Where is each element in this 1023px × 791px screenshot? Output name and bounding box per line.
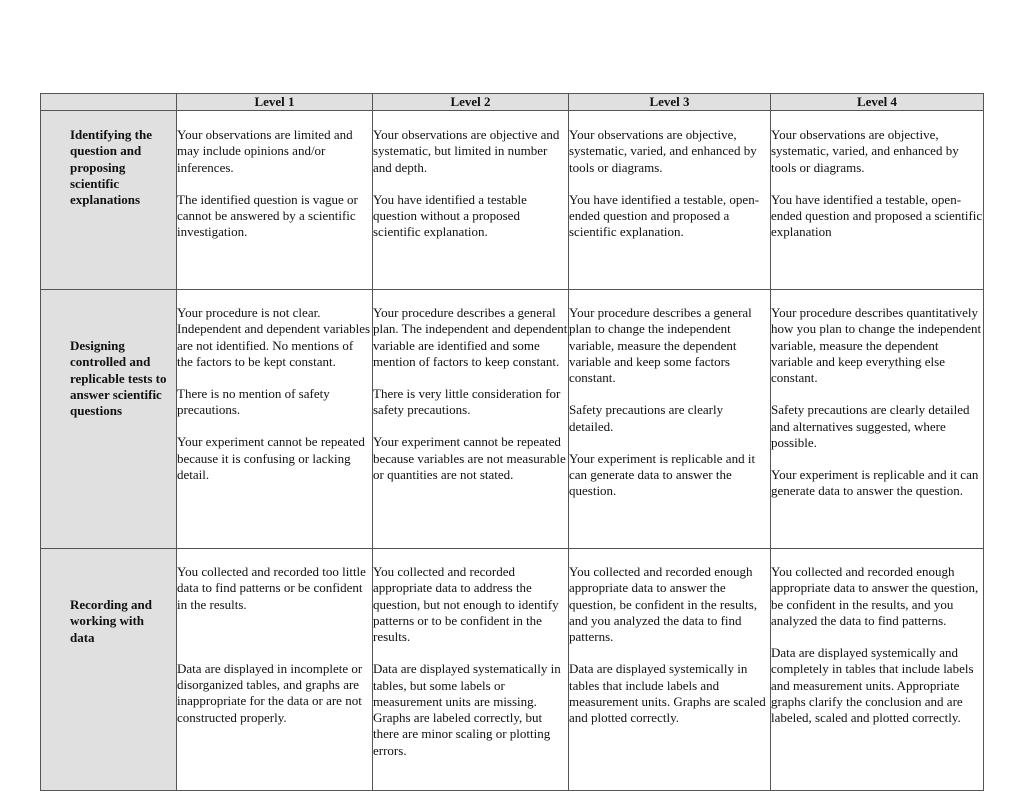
descriptor-text: Data are displayed systemically and completely in tables that include labels and measurement units. Appropriate graphs clarify the conclusion and are labeled, scaled and plotted correctly. xyxy=(771,644,974,726)
rubric-cell xyxy=(373,290,569,549)
descriptor-text: Your experiment is replicable and it can generate data to answer the question. xyxy=(771,466,979,499)
rubric-cell xyxy=(771,290,984,549)
descriptor-text: Your experiment cannot be repeated because variables are not measurable or quantities are not stated. xyxy=(373,434,566,482)
rubric-table xyxy=(40,93,984,791)
level-3-header: Level 3 xyxy=(569,94,771,111)
descriptor-text: There is no mention of safety precautions. xyxy=(177,385,330,418)
rubric-cell xyxy=(771,111,984,290)
descriptor-text: Your experiment is replicable and it can generate data to answer the question. xyxy=(569,450,756,499)
descriptor-text: You have identified a testable, open-ended question and proposed a scientific explanation. xyxy=(569,191,760,240)
descriptor-text: Your observations are objective and systematic, but limited in number and depth. xyxy=(373,127,560,175)
descriptor-text: Your procedure describes quantitatively how you plan to change the independent variable, measure the dependent variable and keep everything else constant. xyxy=(771,305,982,386)
criterion-label: Recording and working with data xyxy=(70,597,152,645)
table-row xyxy=(41,111,984,290)
descriptor-text: The identified question is vague or cannot be answered by a scientific investigation. xyxy=(177,191,358,240)
descriptor-text: Your experiment cannot be repeated because it is confusing or lacking detail. xyxy=(177,434,365,482)
descriptor-text: Your procedure describes a general plan. The independent and dependent variable are identified and some mention of factors to keep constant. xyxy=(373,305,568,369)
descriptor-text: Data are displayed systematically in tables, but some labels or measurement units are missing. Graphs are labeled correctly, but there are minor scaling or plotting errors. xyxy=(373,661,561,758)
rubric-cell xyxy=(569,111,771,290)
rubric-cell xyxy=(373,111,569,290)
descriptor-text: You have identified a testable question without a proposed scientific explanation. xyxy=(373,191,527,240)
criterion-label: Designing controlled and replicable tests to answer scientific questions xyxy=(70,338,167,419)
table-row xyxy=(41,290,984,549)
criterion-cell xyxy=(41,549,177,791)
level-2-header: Level 2 xyxy=(373,94,569,111)
descriptor-text: You collected and recorded enough appropriate data to answer the question, be confident in the results, and you analyzed the data to find patterns. xyxy=(771,564,979,628)
criterion-cell xyxy=(41,290,177,549)
descriptor-text: Your observations are objective, systematic, varied, and enhanced by tools or diagrams. xyxy=(569,127,757,175)
descriptor-text: Safety precautions are clearly detailed and alternatives suggested, where possible. xyxy=(771,402,970,450)
descriptor-text: Your procedure describes a general plan to change the independent variable, measure the dependent variable and keep some factors constant. xyxy=(569,305,752,386)
rubric-cell xyxy=(569,290,771,549)
rubric-cell xyxy=(373,549,569,791)
header-row xyxy=(41,94,984,111)
descriptor-text: Safety precautions are clearly detailed. xyxy=(569,402,724,434)
descriptor-text: There is very little consideration for safety precautions. xyxy=(373,385,561,418)
descriptor-text: You have identified a testable, open-ended question and proposed a scientific explanation xyxy=(771,191,983,240)
rubric-cell xyxy=(177,111,373,290)
level-1-header: Level 1 xyxy=(177,94,373,111)
corner-cell xyxy=(41,94,177,111)
rubric-cell xyxy=(177,290,373,549)
criterion-label: Identifying the question and proposing scientific explanations xyxy=(70,127,152,208)
criterion-cell xyxy=(41,111,177,290)
descriptor-text: Your observations are limited and may include opinions and/or inferences. xyxy=(177,127,353,175)
rubric-cell xyxy=(569,549,771,791)
descriptor-text: Your observations are objective, systematic, varied, and enhanced by tools or diagrams. xyxy=(771,127,959,175)
descriptor-text: You collected and recorded too little data to find patterns or be confident in the results. xyxy=(177,564,366,612)
descriptor-text: You collected and recorded appropriate data to address the question, but not enough to identify patterns or to be confident in the results. xyxy=(373,564,559,645)
rubric-cell xyxy=(177,549,373,791)
rubric-cell xyxy=(771,549,984,791)
descriptor-text: Your procedure is not clear. Independent and dependent variables are not identified. No mentions of the factors to be kept constant. xyxy=(177,305,371,369)
descriptor-text: Data are displayed systemically in tables that include labels and measurement units. Graphs are scaled and plotted correctly. xyxy=(569,661,766,726)
descriptor-text: Data are displayed in incomplete or disorganized tables, and graphs are inappropriate for the data or are not constructed properly. xyxy=(177,660,363,725)
level-4-header: Level 4 xyxy=(771,94,984,111)
descriptor-text: You collected and recorded enough appropriate data to answer the question, be confident in the results, and you analyzed the data to find patterns. xyxy=(569,564,758,645)
table-row xyxy=(41,549,984,791)
